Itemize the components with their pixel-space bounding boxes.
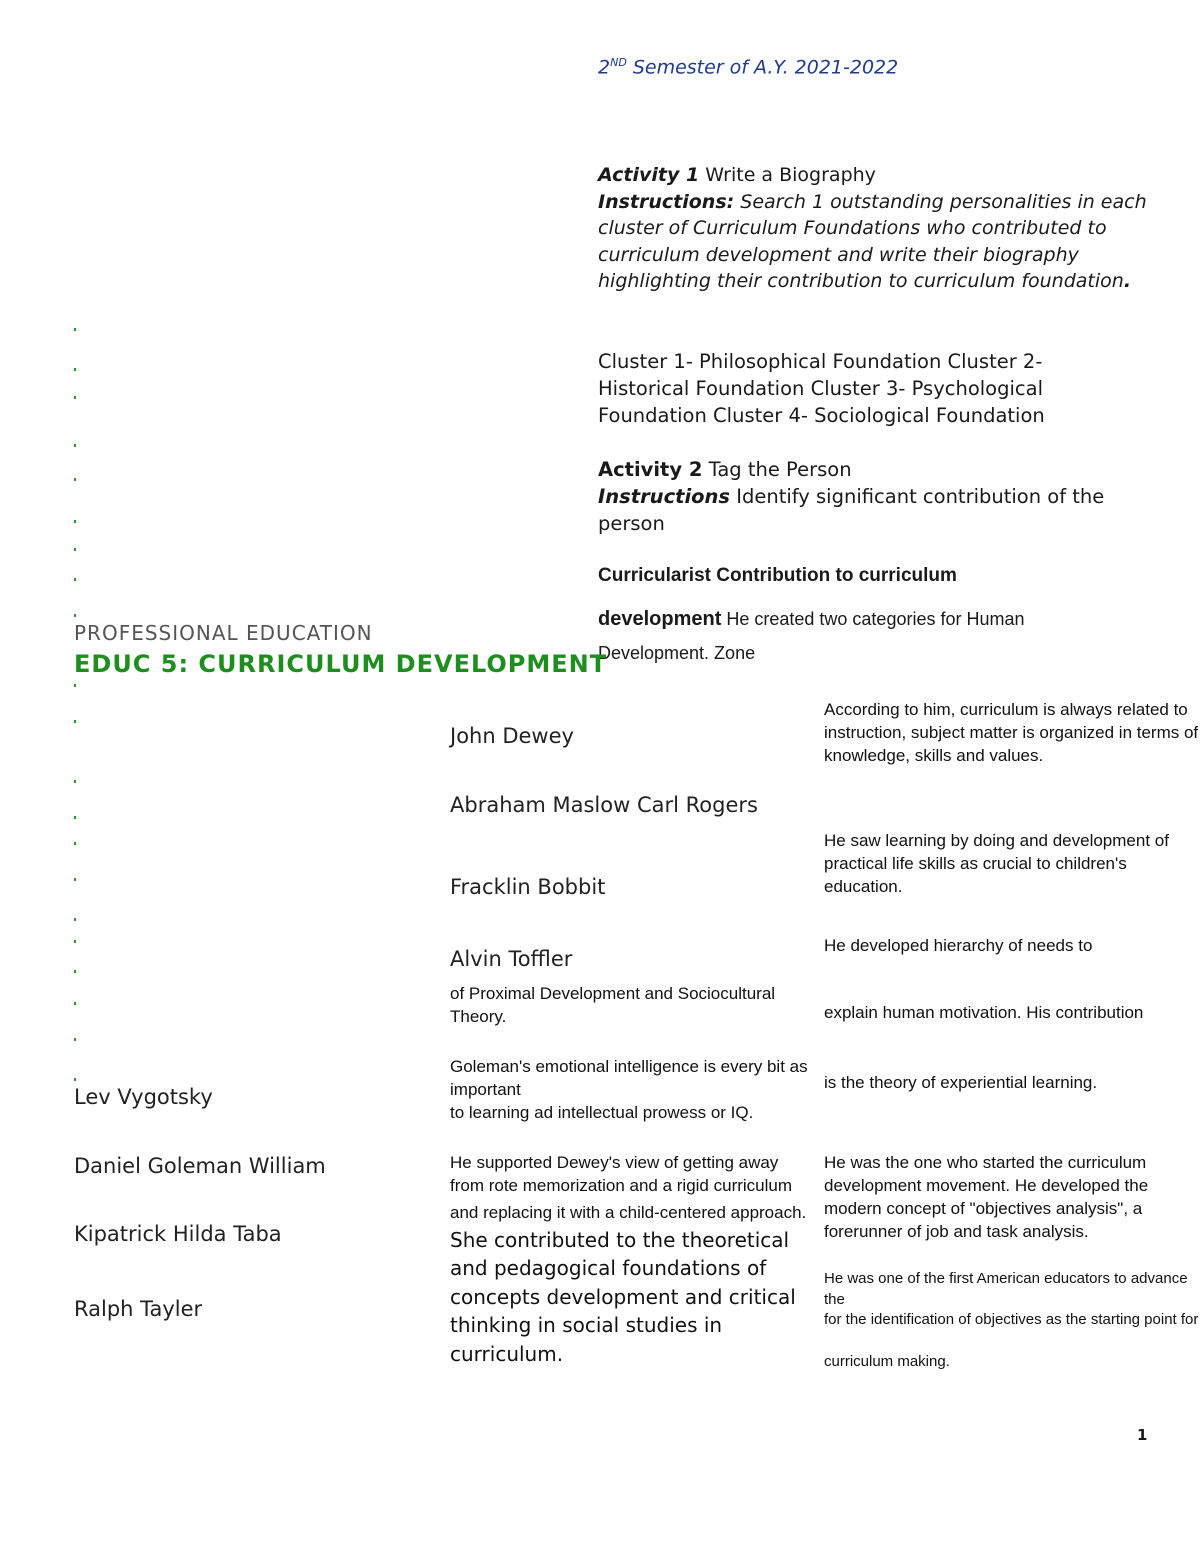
contribution-motivation: explain human motivation. His contribution (824, 1003, 1144, 1022)
margin-dot (74, 816, 76, 819)
margin-dot (74, 940, 76, 943)
margin-dot (74, 396, 76, 399)
instructions-2-label: Instructions (598, 485, 731, 508)
margin-dot (74, 444, 76, 447)
contribution-curriculum-instruction: According to him, curriculum is always related to instruction, subject matter is organized in terms of knowledge, skills and values. (824, 700, 1199, 765)
margin-dot (74, 328, 76, 331)
activity-2-label: Activity 2 (598, 458, 703, 481)
name-vygotsky: Lev Vygotsky (74, 1085, 213, 1109)
contribution-emotional-intelligence: Goleman's emotional intelligence is every bit as important (450, 1057, 808, 1099)
page-number: 1 (1137, 1426, 1148, 1444)
name-maslow-rogers: Abraham Maslow Carl Rogers (450, 793, 758, 817)
activity-2 (598, 456, 1138, 537)
name-john-dewey: John Dewey (450, 724, 574, 748)
table-header-line2: development He created two categories for Human Development. Zone (598, 608, 1025, 663)
contribution-hierarchy-needs: He developed hierarchy of needs to (824, 936, 1093, 955)
margin-dot (74, 1038, 76, 1041)
department-title: PROFESSIONAL EDUCATION (74, 621, 373, 645)
margin-dot (74, 842, 76, 845)
name-toffler: Alvin Toffler (450, 947, 573, 971)
margin-dot (74, 520, 76, 523)
course-title: EDUC 5: CURRICULUM DEVELOPMENT (74, 650, 608, 678)
contribution-iq: to learning ad intellectual prowess or IQ. (450, 1103, 754, 1122)
margin-dot (74, 970, 76, 973)
margin-dot (74, 368, 76, 371)
clusters-text: Cluster 1- Philosophical Foundation Cluster 2- Historical Foundation Cluster 3- Psychological Foundation Cluster 4- Sociological Foundation (598, 350, 1045, 427)
margin-dot (74, 548, 76, 551)
name-bobbit: Fracklin Bobbit (450, 875, 606, 899)
margin-dot (74, 614, 76, 617)
semester-line: 2ND Semester of A.Y. 2021-2022 (598, 56, 899, 79)
activity-1-label: Activity 1 (598, 164, 700, 186)
instructions-label: Instructions: (598, 190, 735, 213)
name-tyler: Ralph Tayler (74, 1297, 203, 1321)
contribution-experiential: is the theory of experiential learning. (824, 1073, 1098, 1092)
margin-dot (74, 1078, 76, 1081)
margin-dot (74, 578, 76, 581)
contribution-curriculum-movement: He was the one who started the curriculum development movement. He developed the modern concept of "objectives analysis", a forerunner of job and task analysis. (824, 1153, 1149, 1241)
margin-dot (74, 684, 76, 687)
margin-dot (74, 720, 76, 723)
margin-dot (74, 478, 76, 481)
activity-1: Activity 1 Write a Biography Instructions: Search 1 outstanding personalities in each cluster of Curriculum Foundations who contributed to curriculum development and write their biography highlighting their contribution to curriculum foundation. (598, 164, 1147, 292)
margin-dot (74, 918, 76, 921)
contribution-american-educator: He was one of the first American educators to advance the (824, 1270, 1188, 1308)
contribution-proximal-development: of Proximal Development and Sociocultural Theory. (450, 984, 776, 1026)
contribution-learning-by-doing: He saw learning by doing and development of practical life skills as crucial to children's education. (824, 831, 1169, 896)
activity-2-title: Tag the Person (702, 458, 852, 481)
instructions-2-text: Identify significant contribution of the person (598, 485, 1105, 535)
table-header: Curricularist Contribution to curriculum (598, 565, 957, 586)
margin-dot (74, 780, 76, 783)
contribution-objectives: for the identification of objectives as the starting point for (824, 1311, 1199, 1328)
activity-1-title: Write a Biography (699, 164, 876, 186)
contribution-curriculum-making: curriculum making. (824, 1353, 950, 1370)
margin-dot (74, 1002, 76, 1005)
name-goleman-william: Daniel Goleman William (74, 1154, 326, 1178)
contribution-child-centered: He supported Dewey's view of getting away from rote memorization and a rigid curriculum and replacing it with a child-centered approach. She contributed to the theoretical and pedagogical foundations of concepts development and critical thinking in social studies in curriculum. (450, 1153, 807, 1366)
name-kilpatrick-taba: Kipatrick Hilda Taba (74, 1222, 282, 1246)
margin-dot (74, 878, 76, 881)
instructions-text: Search 1 outstanding personalities in each cluster of Curriculum Foundations who contributed to curriculum development and write their biography highlighting their contribution to curriculum foundation (598, 190, 1147, 292)
